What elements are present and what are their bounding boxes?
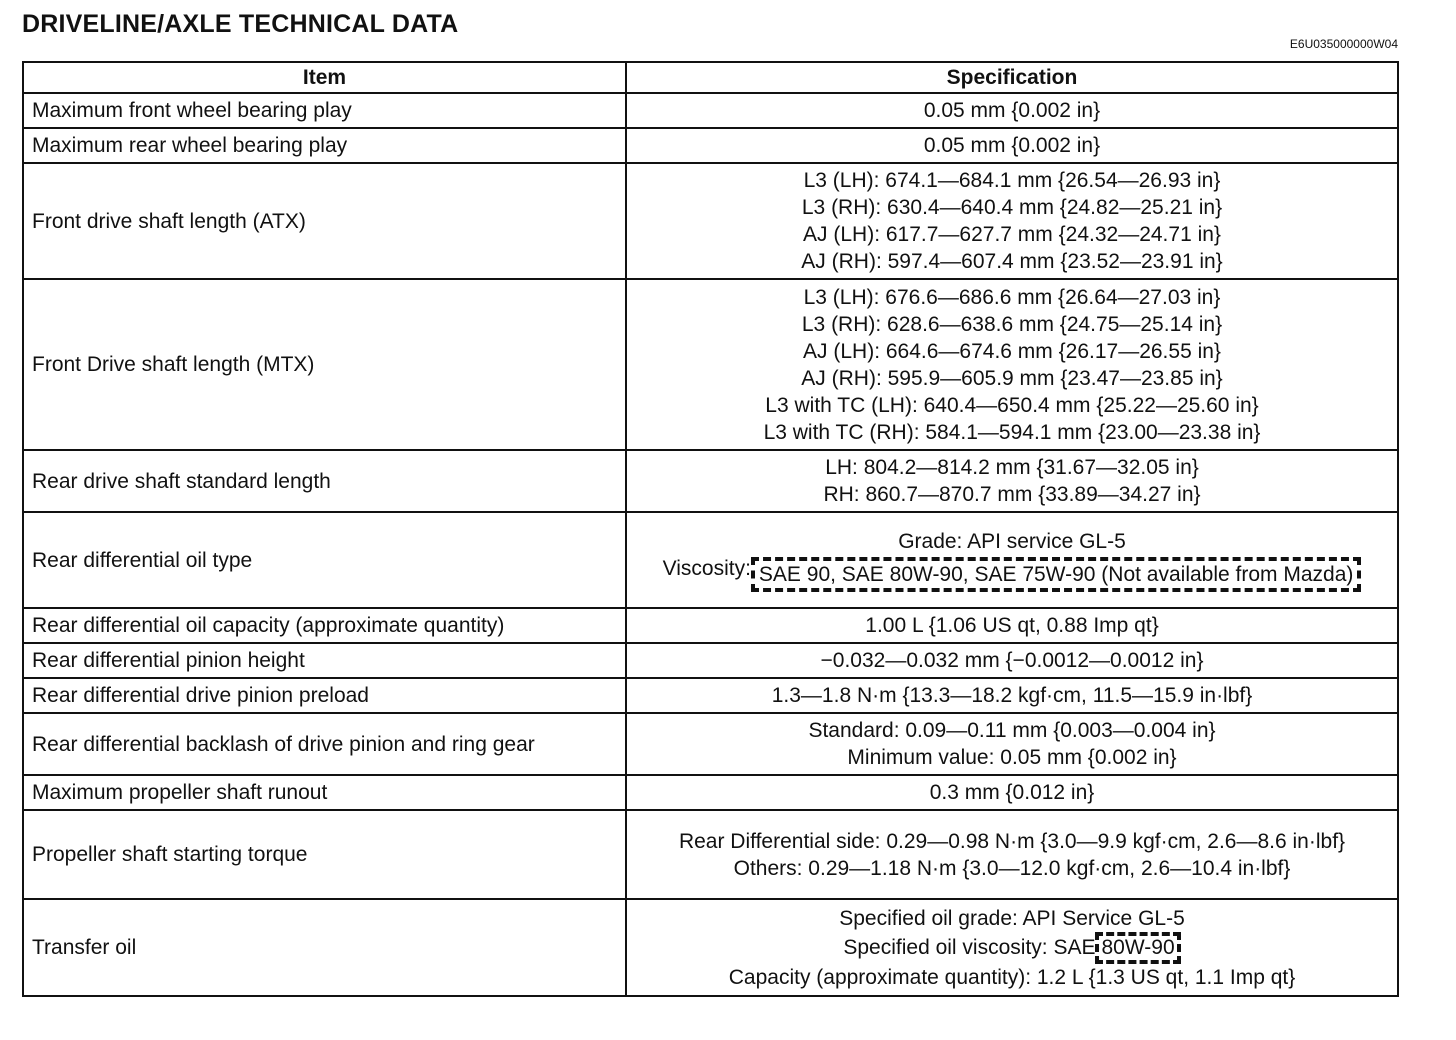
spec-line: Minimum value: 0.05 mm {0.002 in} (847, 746, 1177, 769)
item-cell: Rear differential oil capacity (approximate quantity) (23, 608, 626, 643)
spec-cell (626, 163, 1398, 279)
spec-cell (626, 279, 1398, 450)
item-cell: Front Drive shaft length (MTX) (23, 279, 626, 450)
header-specification: Specification (626, 62, 1398, 93)
viscosity-label: Viscosity: (662, 557, 751, 580)
spec-line: 1.00 L {1.06 US qt, 0.88 Imp qt} (865, 614, 1159, 637)
item-cell: Maximum propeller shaft runout (23, 775, 626, 810)
spec-line: Rear Differential side: 0.29—0.98 N·m {3.0—9.9 kgf·cm, 2.6—8.6 in·lbf} (678, 829, 1346, 853)
spec-line: 0.3 mm {0.012 in} (929, 781, 1095, 804)
item-cell: Rear differential backlash of drive pinion and ring gear (23, 713, 626, 775)
header-item: Item (23, 62, 626, 93)
spec-cell (626, 128, 1398, 163)
table-row (23, 810, 1398, 899)
spec-line: Grade: API service GL-5 (898, 530, 1126, 553)
highlight-box: SAE 90, SAE 80W-90, SAE 75W-90 (Not available from Mazda) (751, 557, 1362, 592)
table-row (23, 163, 1398, 279)
spec-line: L3 with TC (RH): 584.1—594.1 mm {23.00—23.38 in} (763, 420, 1261, 444)
table-row (23, 93, 1398, 128)
spec-line: Standard: 0.09—0.11 mm {0.003—0.004 in} (808, 719, 1216, 742)
spec-line: AJ (LH): 617.7—627.7 mm {24.32—24.71 in} (803, 223, 1221, 246)
spec-line: 1.3—1.8 N·m {13.3—18.2 kgf·cm, 11.5—15.9 in·lbf} (771, 684, 1253, 707)
page-title: DRIVELINE/AXLE TECHNICAL DATA (22, 10, 459, 38)
spec-cell (626, 643, 1398, 678)
spec-line: L3 (RH): 630.4—640.4 mm {24.82—25.21 in} (801, 196, 1223, 219)
spec-line: AJ (LH): 664.6—674.6 mm {26.17—26.55 in} (803, 339, 1221, 363)
item-cell: Rear drive shaft standard length (23, 450, 626, 512)
spec-line: RH: 860.7—870.7 mm {33.89—34.27 in} (823, 483, 1201, 506)
spec-cell (626, 775, 1398, 810)
highlight-box: 80W-90 (1095, 932, 1180, 964)
item-cell: Rear differential pinion height (23, 643, 626, 678)
item-cell: Maximum rear wheel bearing play (23, 128, 626, 163)
item-cell: Front drive shaft length (ATX) (23, 163, 626, 279)
table-header-row (23, 62, 1398, 93)
spec-table (22, 61, 1399, 997)
spec-line: L3 (RH): 628.6—638.6 mm {24.75—25.14 in} (801, 312, 1223, 336)
spec-cell (626, 899, 1398, 996)
spec-line: 0.05 mm {0.002 in} (923, 134, 1101, 157)
spec-line: L3 with TC (LH): 640.4—650.4 mm {25.22—25.60 in} (765, 393, 1259, 417)
item-cell: Rear differential drive pinion preload (23, 678, 626, 713)
spec-line: L3 (LH): 676.6—686.6 mm {26.64—27.03 in} (803, 285, 1221, 309)
spec-line: Capacity (approximate quantity): 1.2 L {1.3 US qt, 1.1 Imp qt} (728, 965, 1296, 989)
spec-cell (626, 678, 1398, 713)
item-cell: Transfer oil (23, 899, 626, 996)
viscosity-line (635, 555, 1389, 592)
spec-cell (626, 512, 1398, 608)
item-cell: Maximum front wheel bearing play (23, 93, 626, 128)
item-cell: Rear differential oil type (23, 512, 626, 608)
table-row (23, 450, 1398, 512)
table-row (23, 512, 1398, 608)
viscosity-line (635, 932, 1389, 964)
spec-line: L3 (LH): 674.1—684.1 mm {26.54—26.93 in} (803, 169, 1221, 192)
spec-line: Specified oil grade: API Service GL-5 (839, 906, 1185, 930)
spec-line: −0.032—0.032 mm {−0.0012—0.0012 in} (820, 649, 1204, 672)
spec-cell (626, 810, 1398, 899)
spec-line: Others: 0.29—1.18 N·m {3.0—12.0 kgf·cm, 2.6—10.4 in·lbf} (733, 856, 1291, 880)
spec-line: AJ (RH): 595.9—605.9 mm {23.47—23.85 in} (801, 366, 1223, 390)
table-row (23, 775, 1398, 810)
spec-line: 0.05 mm {0.002 in} (923, 99, 1101, 122)
document-code: E6U035000000W04 (1289, 37, 1398, 51)
table-row (23, 643, 1398, 678)
table-row (23, 128, 1398, 163)
table-row (23, 899, 1398, 996)
spec-cell (626, 713, 1398, 775)
table-row (23, 608, 1398, 643)
table-row (23, 279, 1398, 450)
spec-cell (626, 450, 1398, 512)
table-row (23, 678, 1398, 713)
spec-line: LH: 804.2—814.2 mm {31.67—32.05 in} (825, 456, 1199, 479)
spec-line: AJ (RH): 597.4—607.4 mm {23.52—23.91 in} (801, 250, 1223, 273)
table-row (23, 713, 1398, 775)
spec-cell (626, 93, 1398, 128)
viscosity-label: Specified oil viscosity: SAE (843, 935, 1096, 959)
spec-cell (626, 608, 1398, 643)
item-cell: Propeller shaft starting torque (23, 810, 626, 899)
